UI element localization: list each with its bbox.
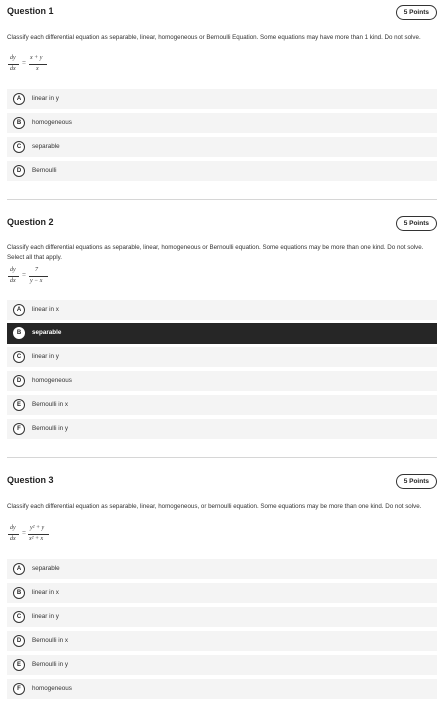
equation-lhs-denominator: dx (10, 536, 16, 542)
option-label: separable (32, 329, 62, 336)
option-letter-badge: F (13, 423, 25, 435)
equation-rhs-numerator: 7 (35, 267, 38, 273)
option-letter-badge: A (13, 304, 25, 316)
option-b[interactable] (7, 583, 437, 603)
equation-rhs-numerator: x + y (30, 55, 43, 61)
option-letter-badge: D (13, 635, 25, 647)
option-d[interactable] (7, 631, 437, 651)
option-label: Bernoulli (32, 167, 57, 174)
fraction-bar (8, 64, 19, 65)
question-header (7, 474, 437, 490)
fraction-bar (8, 534, 19, 535)
option-letter-badge: D (13, 165, 25, 177)
option-label: linear in y (32, 95, 59, 102)
equation-equals: = (22, 59, 26, 67)
option-letter-badge: C (13, 351, 25, 363)
option-f[interactable] (7, 679, 437, 699)
points-badge: 5 Points (396, 216, 437, 231)
equation-equals: = (22, 271, 26, 279)
option-c[interactable] (7, 607, 437, 627)
option-a[interactable] (7, 300, 437, 320)
question-title: Question 3 (7, 475, 54, 485)
question-prompt: Classify each differential equation as separable, linear, homogeneous or Bernoulli Equation. Some equations may have more than 1 kind. Do not solve. (7, 34, 421, 41)
option-d[interactable] (7, 371, 437, 391)
equation-lhs-numerator: dy (10, 267, 16, 273)
option-label: Bernoulli in x (32, 401, 69, 408)
option-b[interactable] (7, 323, 437, 344)
option-label: Bernoulli in y (32, 661, 69, 668)
points-badge: 5 Points (396, 5, 437, 20)
equation-rhs-denominator: x² + x (29, 536, 44, 542)
option-label: linear in y (32, 613, 59, 620)
equation-lhs-denominator: dx (10, 66, 16, 72)
option-letter-badge: A (13, 563, 25, 575)
equation-equals: = (22, 529, 26, 537)
points-badge: 5 Points (396, 474, 437, 489)
fraction-bar (28, 534, 49, 535)
option-letter-badge: F (13, 683, 25, 695)
question-divider (7, 457, 437, 458)
option-letter-badge: B (13, 117, 25, 129)
option-label: homogeneous (32, 119, 72, 126)
option-label: separable (32, 143, 60, 150)
option-f[interactable] (7, 419, 437, 439)
option-letter-badge: D (13, 375, 25, 387)
option-letter-badge: E (13, 659, 25, 671)
option-e[interactable] (7, 655, 437, 675)
fraction-bar (8, 276, 19, 277)
option-b[interactable] (7, 113, 437, 133)
question-prompt: Classify each differential equations as separable, linear, homogeneous or Bernoulli equation. Some equations may be more than one kind. Do not solve. Select all that apply. (7, 244, 424, 261)
option-c[interactable] (7, 347, 437, 367)
equation-lhs-numerator: dy (10, 525, 16, 531)
question-header (7, 5, 437, 21)
option-label: homogeneous (32, 377, 72, 384)
option-label: homogeneous (32, 685, 72, 692)
option-c[interactable] (7, 137, 437, 157)
equation-rhs-numerator: y² + y (30, 525, 45, 531)
equation-lhs-denominator: dx (10, 278, 16, 284)
option-label: separable (32, 565, 60, 572)
option-a[interactable] (7, 559, 437, 579)
fraction-bar (29, 276, 48, 277)
option-d[interactable] (7, 161, 437, 181)
option-letter-badge: B (13, 327, 25, 339)
question-divider (7, 199, 437, 200)
option-a[interactable] (7, 89, 437, 109)
equation-lhs-numerator: dy (10, 55, 16, 61)
equation-rhs-denominator: y − x (30, 278, 43, 284)
option-label: linear in x (32, 306, 59, 313)
option-e[interactable] (7, 395, 437, 415)
option-label: Bernoulli in x (32, 637, 69, 644)
option-letter-badge: A (13, 93, 25, 105)
option-label: linear in y (32, 353, 59, 360)
option-letter-badge: E (13, 399, 25, 411)
option-label: Bernoulli in y (32, 425, 69, 432)
question-title: Question 1 (7, 6, 54, 16)
question-prompt: Classify each differential equation as separable, linear, homogeneous, or bernoulli equation. Some equations may be more than one kind. Do not solve. (7, 503, 422, 510)
option-letter-badge: C (13, 141, 25, 153)
equation-rhs-denominator: x (36, 66, 39, 72)
option-label: linear in x (32, 589, 59, 596)
question-header (7, 216, 437, 232)
fraction-bar (29, 64, 47, 65)
option-letter-badge: B (13, 587, 25, 599)
option-letter-badge: C (13, 611, 25, 623)
question-title: Question 2 (7, 217, 54, 227)
